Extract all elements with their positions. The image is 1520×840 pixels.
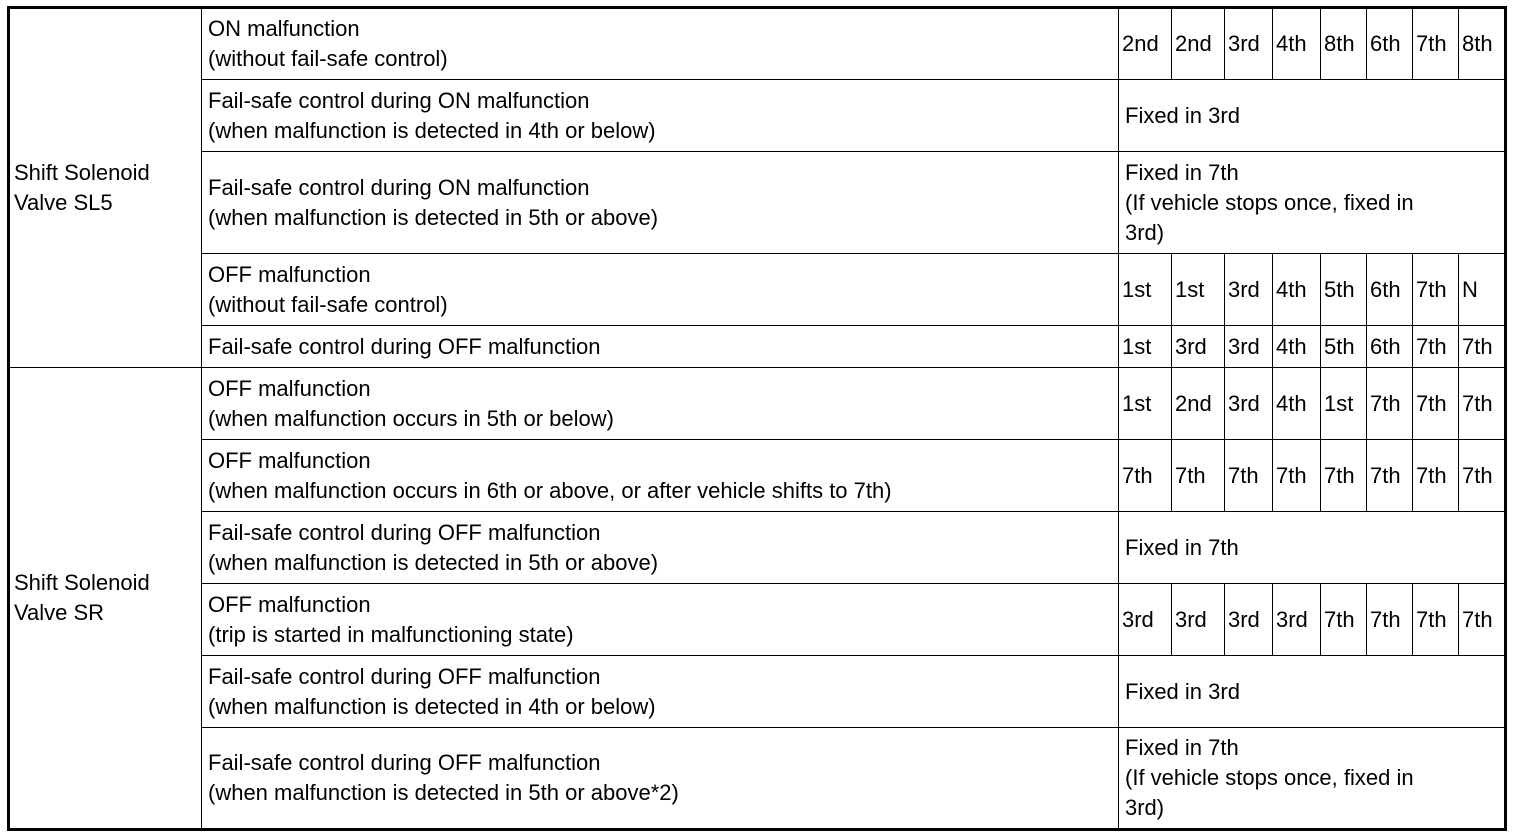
gear-cell: 7th [1459, 368, 1506, 440]
condition-cell [202, 80, 1119, 152]
component-name-line: Valve SL5 [14, 190, 113, 215]
gear-cell: 7th [1367, 368, 1413, 440]
result-cell [1119, 512, 1506, 584]
gear-cell: 7th [1321, 440, 1367, 512]
fail-safe-table-container [7, 6, 1507, 831]
table-row [9, 254, 1506, 326]
table-row [9, 8, 1506, 80]
table-row [9, 584, 1506, 656]
table-row [9, 368, 1506, 440]
condition-cell [202, 584, 1119, 656]
gear-cell: 8th [1321, 8, 1367, 80]
result-cell [1119, 728, 1506, 830]
gear-cell: 6th [1367, 254, 1413, 326]
condition-line: OFF malfunction [208, 375, 371, 401]
gear-cell: 8th [1459, 8, 1506, 80]
gear-cell: 2nd [1172, 368, 1225, 440]
gear-cell: 1st [1321, 368, 1367, 440]
gear-cell: 7th [1119, 440, 1172, 512]
table-row [9, 326, 1506, 368]
condition-line: ON malfunction [208, 16, 360, 41]
condition-line: OFF malfunction [208, 447, 371, 473]
result-line: Fixed in 7th [1125, 159, 1239, 185]
condition-line: (when malfunction is detected in 5th or above) [208, 549, 659, 575]
gear-cell: 3rd [1273, 584, 1321, 656]
gear-cell: 3rd [1225, 8, 1273, 80]
gear-cell: 3rd [1225, 368, 1273, 440]
condition-cell [202, 440, 1119, 512]
gear-cell: 7th [1413, 254, 1459, 326]
condition-line: Fail-safe control during ON malfunction [208, 87, 590, 113]
condition-cell [202, 512, 1119, 584]
gear-cell: 4th [1273, 254, 1321, 326]
condition-line: Fail-safe control during OFF malfunction [208, 519, 601, 545]
condition-line: Fail-safe control during ON malfunction [208, 174, 590, 200]
gear-cell: 7th [1413, 326, 1459, 368]
gear-cell: 3rd [1225, 584, 1273, 656]
condition-cell [202, 368, 1119, 440]
condition-cell [202, 728, 1119, 830]
result-line: (If vehicle stops once, fixed in [1125, 765, 1414, 790]
result-cell [1119, 656, 1506, 728]
gear-cell: 7th [1413, 440, 1459, 512]
condition-line: (when malfunction is detected in 5th or above*2) [208, 780, 679, 805]
gear-cell: 3rd [1172, 584, 1225, 656]
component-cell [9, 8, 202, 368]
condition-line: (when malfunction is detected in 5th or above) [208, 204, 659, 230]
table-row [9, 728, 1506, 830]
gear-cell: 7th [1459, 584, 1506, 656]
condition-line: Fail-safe control during OFF malfunction [208, 750, 601, 775]
condition-line: (when malfunction is detected in 4th or below) [208, 117, 656, 143]
condition-line: Fail-safe control during OFF malfunction [208, 663, 601, 689]
table-row [9, 656, 1506, 728]
result-line: (If vehicle stops once, fixed in [1125, 189, 1414, 215]
gear-cell: 7th [1413, 368, 1459, 440]
gear-cell: 4th [1273, 8, 1321, 80]
table-row [9, 80, 1506, 152]
gear-cell: 4th [1273, 368, 1321, 440]
result-line: 3rd) [1125, 795, 1165, 820]
result-cell [1119, 152, 1506, 254]
gear-cell: 1st [1119, 368, 1172, 440]
gear-cell: 3rd [1119, 584, 1172, 656]
fail-safe-table [7, 6, 1507, 831]
table-row [9, 440, 1506, 512]
gear-cell: 1st [1172, 254, 1225, 326]
condition-line: (trip is started in malfunctioning state) [208, 621, 574, 647]
gear-cell: 2nd [1119, 8, 1172, 80]
result-cell [1119, 80, 1506, 152]
component-name-line: Valve SR [14, 600, 105, 625]
gear-cell: 7th [1413, 8, 1459, 80]
condition-cell [202, 152, 1119, 254]
gear-cell: N [1459, 254, 1506, 326]
condition-line: (when malfunction is detected in 4th or below) [208, 693, 656, 719]
condition-line: (when malfunction occurs in 6th or above, or after vehicle shifts to 7th) [208, 477, 892, 503]
condition-line: (without fail-safe control) [208, 46, 448, 71]
component-name-line: Shift Solenoid [14, 570, 150, 595]
gear-cell: 7th [1225, 440, 1273, 512]
gear-cell: 5th [1321, 326, 1367, 368]
result-line: Fixed in 7th [1125, 534, 1239, 560]
table-row [9, 512, 1506, 584]
gear-cell: 7th [1273, 440, 1321, 512]
result-line: Fixed in 3rd [1125, 102, 1240, 128]
gear-cell: 7th [1172, 440, 1225, 512]
condition-line: Fail-safe control during OFF malfunction [208, 333, 601, 359]
condition-cell [202, 254, 1119, 326]
gear-cell: 3rd [1225, 254, 1273, 326]
result-line: Fixed in 3rd [1125, 678, 1240, 704]
result-line: 3rd) [1125, 219, 1165, 245]
gear-cell: 7th [1367, 584, 1413, 656]
gear-cell: 3rd [1172, 326, 1225, 368]
component-name-line: Shift Solenoid [14, 160, 150, 185]
component-cell [9, 368, 202, 830]
gear-cell: 1st [1119, 326, 1172, 368]
gear-cell: 4th [1273, 326, 1321, 368]
condition-cell [202, 8, 1119, 80]
gear-cell: 7th [1321, 584, 1367, 656]
condition-line: OFF malfunction [208, 261, 371, 287]
gear-cell: 1st [1119, 254, 1172, 326]
gear-cell: 7th [1367, 440, 1413, 512]
condition-line: (when malfunction occurs in 5th or below) [208, 405, 614, 431]
gear-cell: 7th [1459, 326, 1506, 368]
gear-cell: 7th [1413, 584, 1459, 656]
condition-line: OFF malfunction [208, 591, 371, 617]
gear-cell: 2nd [1172, 8, 1225, 80]
condition-cell [202, 656, 1119, 728]
gear-cell: 7th [1459, 440, 1506, 512]
result-line: Fixed in 7th [1125, 735, 1239, 760]
condition-cell [202, 326, 1119, 368]
gear-cell: 5th [1321, 254, 1367, 326]
condition-line: (without fail-safe control) [208, 291, 448, 317]
gear-cell: 6th [1367, 326, 1413, 368]
gear-cell: 3rd [1225, 326, 1273, 368]
table-row [9, 152, 1506, 254]
gear-cell: 6th [1367, 8, 1413, 80]
